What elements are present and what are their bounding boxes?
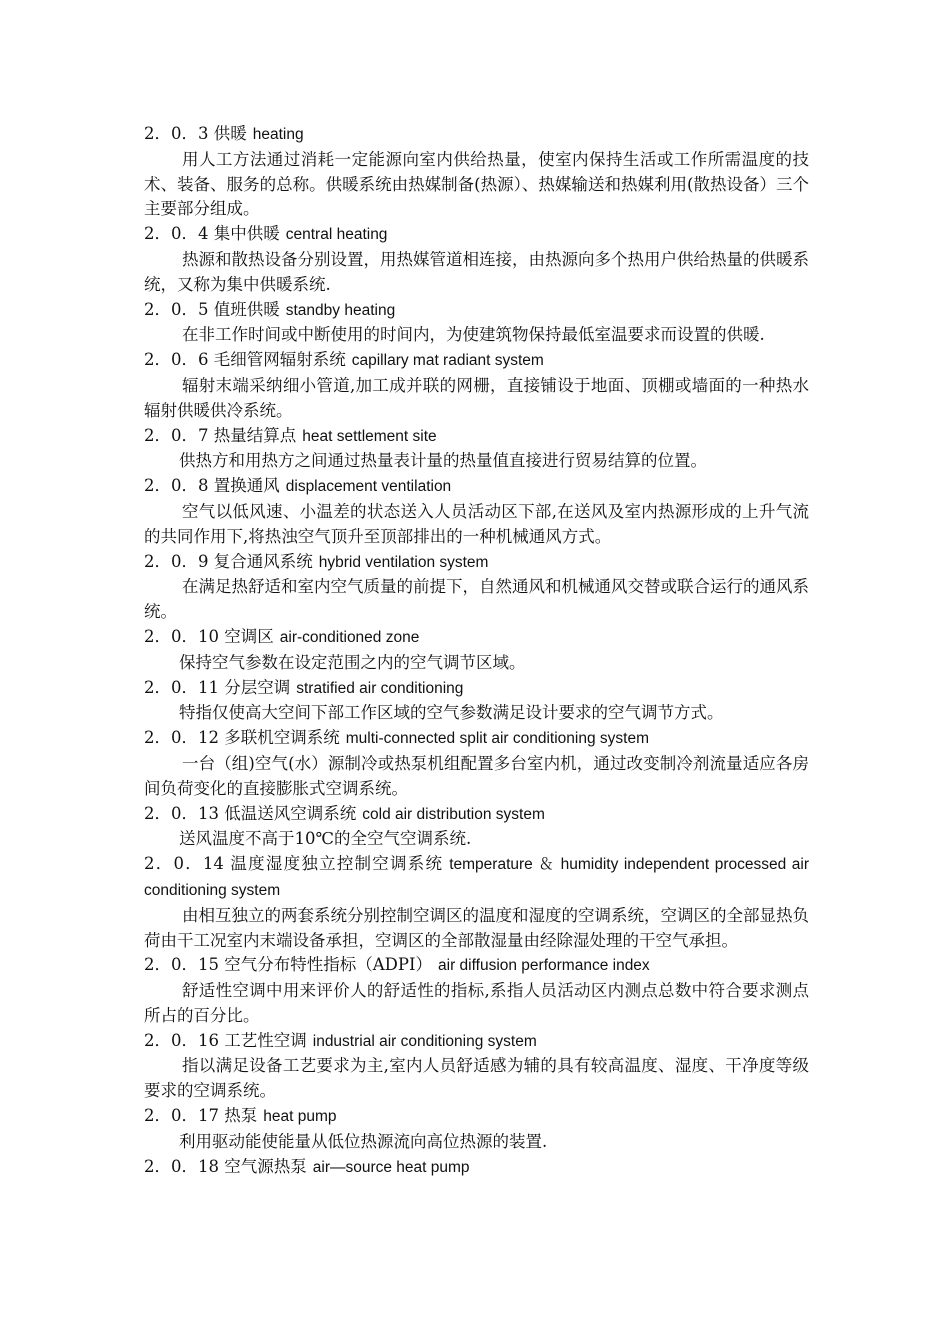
term-definition: 辐射末端采纳细小管道,加工成并联的网栅，直接铺设于地面、顶棚或墙面的一种热水辐射供暖供冷系统。 bbox=[144, 375, 809, 420]
term-heading: 2．0．8 置换通风 displacement ventilation bbox=[144, 476, 452, 496]
term-heading: 2．0．12 多联机空调系统 multi-connected split air conditioning system bbox=[144, 728, 649, 748]
term-definition: 送风温度不高于10℃的全空气空调系统. bbox=[179, 829, 472, 849]
term-heading: 2．0．5 值班供暖 standby heating bbox=[144, 299, 396, 319]
term-definition: 供热方和用热方之间通过热量表计量的热量值直接进行贸易结算的位置。 bbox=[179, 451, 707, 471]
term-heading: 2．0．15 空气分布特性指标（ADPI） air diffusion performance index bbox=[144, 955, 650, 975]
term-heading: 2．0．7 热量结算点 heat settlement site bbox=[144, 425, 437, 445]
term-heading: 2．0．3 供暖 heating bbox=[144, 124, 304, 143]
term-heading: 2．0．9 复合通风系统 hybrid ventilation system bbox=[144, 551, 489, 571]
term-heading: 2．0．14 温度湿度独立控制空调系统 temperature ＆ humidity independent processed air conditioning system bbox=[144, 854, 810, 899]
term-heading: 2．0．13 低温送风空调系统 cold air distribution system bbox=[144, 803, 545, 823]
document-page bbox=[144, 122, 809, 1180]
term-definition: 一台（组)空气(水）源制冷或热泵机组配置多台室内机，通过改变制冷剂流量适应各房间负荷变化的直接膨胀式空调系统。 bbox=[144, 753, 809, 798]
term-heading: 2．0．6 毛细管网辐射系统 capillary mat radiant system bbox=[144, 350, 544, 370]
term-definition: 利用驱动能使能量从低位热源流向高位热源的装置. bbox=[179, 1131, 548, 1151]
term-heading: 2．0．16 工艺性空调 industrial air conditioning system bbox=[144, 1030, 537, 1050]
term-heading: 2．0．11 分层空调 stratified air conditioning bbox=[144, 677, 464, 697]
term-definition: 在非工作时间或中断使用的时间内，为使建筑物保持最低室温要求而设置的供暖. bbox=[182, 325, 765, 345]
term-heading: 2．0．18 空气源热泵 air—source heat pump bbox=[144, 1156, 470, 1176]
term-heading: 2．0．4 集中供暖 central heating bbox=[144, 224, 388, 244]
term-definition: 特指仅使高大空间下部工作区域的空气参数满足设计要求的空气调节方式。 bbox=[179, 703, 724, 723]
term-heading: 2．0．17 热泵 heat pump bbox=[144, 1106, 337, 1126]
term-definition: 指以满足设备工艺要求为主,室内人员舒适感为辅的具有较高温度、湿度、干净度等级要求的空调系统。 bbox=[144, 1056, 809, 1101]
term-definition: 用人工方法通过消耗一定能源向室内供给热量，使室内保持生活或工作所需温度的技术、装备、服务的总称。供暖系统由热媒制备(热源）、热媒输送和热媒利用(散热设备）三个主要部分组成。 bbox=[144, 149, 809, 219]
term-definition: 舒适性空调中用来评价人的舒适性的指标,系指人员活动区内测点总数中符合要求测点所占的百分比。 bbox=[144, 981, 809, 1025]
term-heading: 2．0．10 空调区 air-conditioned zone bbox=[144, 626, 420, 646]
term-definition: 由相互独立的两套系统分别控制空调区的温度和湿度的空调系统，空调区的全部显热负荷由干工况室内末端设备承担，空调区的全部散湿量由经除湿处理的干空气承担。 bbox=[144, 905, 809, 950]
term-definition: 热源和散热设备分别设置，用热媒管道相连接，由热源向多个热用户供给热量的供暖系统，又称为集中供暖系统. bbox=[144, 249, 809, 294]
term-definition: 保持空气参数在设定范围之内的空气调节区域。 bbox=[179, 652, 526, 672]
term-definition: 空气以低风速、小温差的状态送入人员活动区下部,在送风及室内热源形成的上升气流的共同作用下,将热浊空气顶升至顶部排出的一种机械通风方式。 bbox=[144, 501, 809, 546]
term-definition: 在满足热舒适和室内空气质量的前提下，自然通风和机械通风交替或联合运行的通风系统。 bbox=[144, 577, 809, 622]
